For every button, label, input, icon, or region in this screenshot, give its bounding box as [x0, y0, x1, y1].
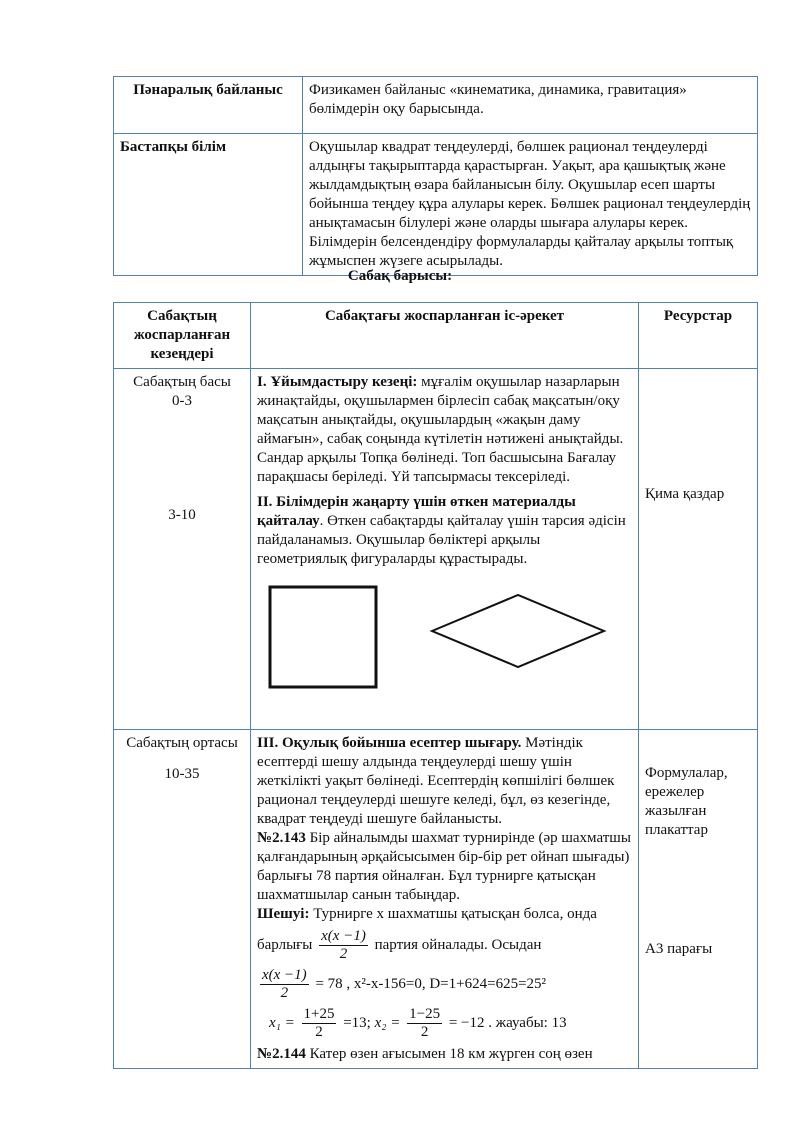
- activity-start-cell: [251, 369, 639, 730]
- section-2-text: . Өткен сабақтарды қайталау үшін тарсия әдісін пайдаланамыз. Оқушылар бөліктері арқылы геометриялық фигураларды құрастырады.: [257, 513, 626, 567]
- x2-rhs: = −12: [448, 1014, 485, 1031]
- equation-fraction: [260, 967, 309, 1002]
- geometric-figures: [257, 583, 633, 703]
- partia-text: партия ойналады. Осыдан: [374, 936, 542, 953]
- x1-lhs: x₁ =: [269, 1014, 295, 1031]
- cross-subject-text: Физикамен байланыс «кинематика, динамика, гравитация» бөлімдерін оқу барысында.: [303, 77, 758, 134]
- problem-2-144-text: Катер өзен ағысымен 18 км жүрген соң өзен: [305, 1046, 593, 1062]
- games-fraction: [319, 928, 368, 963]
- games-count-formula: [257, 928, 632, 963]
- stage-review-time: 3-10: [168, 507, 196, 523]
- x2-lhs: x₂ =: [374, 1014, 401, 1031]
- equation-fraction-num: x(x −1): [262, 967, 307, 983]
- x2-num: 1−25: [409, 1006, 441, 1022]
- problem-2-144: [257, 1045, 632, 1064]
- problem-2-144-number: №2.144: [257, 1046, 306, 1062]
- equation-rhs: = 78: [315, 975, 343, 992]
- square-figure: [270, 587, 376, 687]
- header-stages: Сабақтың жоспарланған кезеңдері: [114, 303, 251, 369]
- context-table: [113, 76, 758, 276]
- lesson-start-row: [114, 369, 758, 730]
- section-1-title: І. Ұйымдастыру кезеңі:: [257, 374, 418, 390]
- resource-posters: Формулалар, ережелер жазылған плакаттар: [645, 765, 728, 838]
- stage-start-cell: [114, 369, 251, 730]
- x1-fraction: [302, 1006, 337, 1041]
- stage-middle-cell: [114, 730, 251, 1069]
- x1-rhs: =13;: [343, 1014, 371, 1031]
- problem-2-143-text: Бір айналымды шахмат турнирінде (әр шахматшы қалғандарының әрқайсысымен бір-бір рет ойнап шығады) барлығы 78 партия ойналған. Бұл турнирге қатысқан шахматшылар санын табыңдар.: [257, 830, 631, 903]
- equation-rest: , x²-x-156=0, D=1+624=625=25²: [346, 975, 547, 992]
- cross-subject-row: [114, 77, 758, 134]
- section-2-title: ІІ. Білімдерін жаңарту үшін өткен материалды қайталау: [257, 494, 576, 529]
- problem-2-143-number: №2.143: [257, 830, 306, 846]
- header-row: [114, 303, 758, 369]
- section-3: [257, 734, 632, 829]
- games-fraction-num: x(x −1): [321, 928, 366, 944]
- x2-fraction: [407, 1006, 442, 1041]
- stage-middle-label: Сабақтың ортасы: [126, 735, 238, 751]
- lesson-middle-row: [114, 730, 758, 1069]
- rhombus-figure: [432, 595, 604, 667]
- solution-text: Турнирге х шахматшы қатысқан болса, онда: [309, 906, 597, 922]
- activity-middle-cell: [251, 730, 639, 1069]
- answer-text: . жауабы: 13: [488, 1014, 567, 1031]
- equation-fraction-den: 2: [280, 985, 289, 1001]
- section-2: [257, 493, 632, 569]
- resource-a3-paper: А3 парағы: [645, 941, 713, 957]
- stage-start-label: Сабақтың басы: [133, 374, 231, 390]
- solution: [257, 905, 632, 924]
- header-resources: Ресурстар: [639, 303, 758, 369]
- prior-knowledge-label: Бастапқы білім: [114, 134, 303, 276]
- lesson-title: Сабақ барысы:: [347, 268, 453, 284]
- section-1: [257, 373, 632, 487]
- x1-den: 2: [315, 1024, 323, 1040]
- header-activity: Сабақтағы жоспарланған іс-әрекет: [251, 303, 639, 369]
- stage-start-time: 0-3: [172, 393, 192, 409]
- equation-line: [257, 967, 632, 1002]
- section-1-text: мұғалім оқушылар назарларын жинақтайды, оқушылармен бірлесіп сабақ мақсатын/оқу мақсатын анықтайды, оқушылардың «жақын даму аймағын», сабақ соңында күтілетін нәтижені анықтайды. Сандар арқылы Топқа бөлінеді. Топ басшысына Бағалау парақшасы беріледі. Үй тапсырмасы тексеріледі.: [257, 374, 624, 485]
- x2-den: 2: [420, 1024, 429, 1040]
- problem-2-143: [257, 829, 632, 905]
- x1-num: 1+25: [303, 1006, 335, 1022]
- games-fraction-den: 2: [339, 946, 348, 962]
- lesson-plan-table: [113, 302, 758, 1069]
- section-3-text: Мәтіндік есептерді шешу алдында теңдеулерді шешу үшін жеткілікті уақыт бөлінеді. Есептердің көпшілігі бөлшек рационал теңдеулерді шешуге келеді, бұл, өз кезегінде, квадрат теңдеуді шешуге байланысты.: [257, 735, 615, 827]
- prior-knowledge-text: Оқушылар квадрат теңдеулерді, бөлшек рационал теңдеулерді алдыңғы тақырыптарда қарастырған. Уақыт, ара қашықтық және жылдамдықтың өзара байланысын білу. Оқушылар есеп шарты бойынша теңдеу құра алулары керек. Бөлшек рационал теңдеулердің анықтамасын білулері және оларды шығара алулары керек. Білімдерін белсендендіру формулаларды қайталау арқылы топтық жұмыспен жүзеге асырылады.: [303, 134, 758, 276]
- solution-label: Шешуі:: [257, 906, 310, 922]
- barlygy-text: барлығы: [257, 936, 313, 953]
- stage-middle-time: 10-35: [164, 766, 200, 782]
- cross-subject-label: Пәнаралық байланыс: [114, 77, 303, 134]
- resources-start-cell: [639, 369, 758, 730]
- section-3-title: ІІІ. Оқулық бойынша есептер шығару.: [257, 735, 522, 751]
- resources-middle-cell: [639, 730, 758, 1069]
- roots-line: [257, 1006, 632, 1041]
- prior-knowledge-row: [114, 134, 758, 276]
- resource-cards: Қима қаздар: [645, 486, 725, 502]
